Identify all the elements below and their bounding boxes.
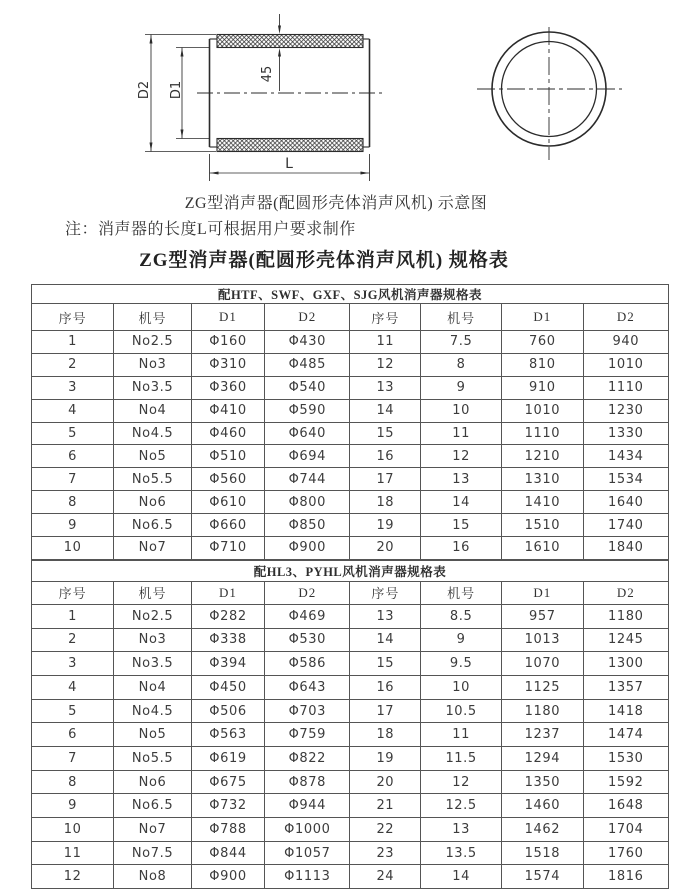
col-header: 机号 [114, 304, 192, 331]
table-cell: No2.5 [114, 331, 192, 354]
table-cell: Φ586 [265, 652, 350, 676]
table-cell: Φ900 [191, 865, 264, 889]
table-cell: 1010 [502, 399, 584, 422]
table-cell: 15 [350, 652, 421, 676]
table-cell: 14 [421, 865, 502, 889]
table-cell: 8 [32, 770, 114, 794]
table-cell: 1460 [502, 794, 584, 818]
table-cell: 1310 [502, 468, 584, 491]
table-cell: 13 [350, 376, 421, 399]
table-cell: 1210 [502, 445, 584, 468]
insulation-bottom [217, 139, 363, 152]
table-cell: 1418 [583, 699, 668, 723]
table-cell: 1640 [583, 491, 668, 514]
table-cell: Φ710 [191, 537, 264, 560]
table-header-row [32, 581, 669, 604]
spec-tables [31, 284, 669, 889]
table-row [32, 491, 669, 514]
table-cell: No5 [114, 445, 192, 468]
table-cell: 18 [350, 723, 421, 747]
table-cell: 1110 [502, 422, 584, 445]
table-cell: 1510 [502, 514, 584, 537]
table-cell: 2 [32, 353, 114, 376]
table-cell: No3 [114, 353, 192, 376]
table-row [32, 747, 669, 771]
table-cell: 9 [421, 628, 502, 652]
table-cell: 1350 [502, 770, 584, 794]
table-header-row [32, 304, 669, 331]
table-cell: 760 [502, 331, 584, 354]
table-row [32, 841, 669, 865]
table-cell: 1474 [583, 723, 668, 747]
table-cell: No8 [114, 865, 192, 889]
table-cell: 1574 [502, 865, 584, 889]
table-cell: Φ460 [191, 422, 264, 445]
col-header: D1 [502, 581, 584, 604]
table-cell: No3.5 [114, 652, 192, 676]
table-cell: Φ744 [265, 468, 350, 491]
table-cell: 13 [421, 818, 502, 842]
table-cell: 810 [502, 353, 584, 376]
dimension-45 [260, 14, 281, 91]
col-header: 机号 [421, 304, 502, 331]
table-cell: 11 [350, 331, 421, 354]
spec-table-htf [31, 284, 669, 560]
table-cell: No6 [114, 770, 192, 794]
table-cell: 17 [350, 699, 421, 723]
table-cell: No7 [114, 818, 192, 842]
table-cell: Φ759 [265, 723, 350, 747]
table-cell: No4 [114, 399, 192, 422]
table-row [32, 422, 669, 445]
table-cell: 19 [350, 514, 421, 537]
table-cell: 1330 [583, 422, 668, 445]
table-cell: 18 [350, 491, 421, 514]
table-cell: 15 [421, 514, 502, 537]
figure-note: 注：消声器的长度L可根据用户要求制作 [65, 221, 356, 238]
table-body [32, 604, 669, 888]
table-row [32, 770, 669, 794]
table-cell: Φ944 [265, 794, 350, 818]
table-cell: 14 [350, 399, 421, 422]
table-cell: 1013 [502, 628, 584, 652]
table-cell: 10 [421, 399, 502, 422]
table-subtitle: 配HTF、SWF、GXF、SJG风机消声器规格表 [32, 285, 669, 304]
label-l: L [285, 156, 293, 172]
table-cell: 10 [421, 675, 502, 699]
table-cell: 9 [32, 794, 114, 818]
table-cell: Φ703 [265, 699, 350, 723]
table-cell: Φ540 [265, 376, 350, 399]
table-cell: 12.5 [421, 794, 502, 818]
table-cell: 11 [32, 841, 114, 865]
table-cell: Φ660 [191, 514, 264, 537]
table-cell: No5 [114, 723, 192, 747]
table-cell: Φ850 [265, 514, 350, 537]
table-cell: 16 [421, 537, 502, 560]
table-cell: 5 [32, 422, 114, 445]
table-cell: 16 [350, 445, 421, 468]
table-row [32, 399, 669, 422]
table-cell: 1610 [502, 537, 584, 560]
col-header: D1 [502, 304, 584, 331]
table-cell: No3 [114, 628, 192, 652]
table-cell: 14 [421, 491, 502, 514]
label-d2: D2 [137, 80, 152, 100]
table-cell: Φ450 [191, 675, 264, 699]
table-row [32, 604, 669, 628]
col-header: D1 [191, 304, 264, 331]
table-row [32, 818, 669, 842]
table-subtitle-row [32, 560, 669, 581]
table-cell: 1704 [583, 818, 668, 842]
table-cell: 12 [350, 353, 421, 376]
table-cell: Φ900 [265, 537, 350, 560]
table-cell: No5.5 [114, 468, 192, 491]
table-cell: 11.5 [421, 747, 502, 771]
table-cell: Φ800 [265, 491, 350, 514]
table-cell: 910 [502, 376, 584, 399]
col-header: 机号 [114, 581, 192, 604]
table-cell: Φ619 [191, 747, 264, 771]
table-cell: 1534 [583, 468, 668, 491]
table-cell: 3 [32, 376, 114, 399]
table-cell: No6.5 [114, 794, 192, 818]
table-cell: 11 [421, 723, 502, 747]
table-cell: Φ506 [191, 699, 264, 723]
table-cell: 1070 [502, 652, 584, 676]
insulation-top [217, 35, 363, 48]
table-cell: 1740 [583, 514, 668, 537]
label-45: 45 [260, 65, 275, 83]
table-cell: 22 [350, 818, 421, 842]
table-cell: 1410 [502, 491, 584, 514]
table-cell: 4 [32, 675, 114, 699]
table-cell: 1 [32, 604, 114, 628]
table-cell: Φ878 [265, 770, 350, 794]
table-cell: 1245 [583, 628, 668, 652]
side-view [197, 35, 386, 152]
dimension-l [210, 154, 370, 181]
col-header: 序号 [32, 304, 114, 331]
table-cell: No7.5 [114, 841, 192, 865]
table-row [32, 699, 669, 723]
table-cell: Φ394 [191, 652, 264, 676]
table-cell: 8 [32, 491, 114, 514]
table-cell: 1180 [502, 699, 584, 723]
table-cell: Φ640 [265, 422, 350, 445]
table-cell: 19 [350, 747, 421, 771]
table-cell: 7 [32, 468, 114, 491]
table-cell: 2 [32, 628, 114, 652]
table-cell: 1230 [583, 399, 668, 422]
col-header: D2 [265, 304, 350, 331]
table-cell: 15 [350, 422, 421, 445]
table-cell: Φ732 [191, 794, 264, 818]
col-header: D2 [583, 581, 668, 604]
table-cell: Φ590 [265, 399, 350, 422]
table-cell: 13 [421, 468, 502, 491]
col-header: 序号 [350, 304, 421, 331]
col-header: D2 [265, 581, 350, 604]
table-cell: Φ310 [191, 353, 264, 376]
table-cell: 16 [350, 675, 421, 699]
page-title: ZG型消声器(配圆形壳体消声风机) 规格表 [139, 250, 509, 271]
table-cell: 23 [350, 841, 421, 865]
col-header: D1 [191, 581, 264, 604]
table-cell: 7 [32, 747, 114, 771]
table-cell: No2.5 [114, 604, 192, 628]
table-cell: 3 [32, 652, 114, 676]
table-cell: 14 [350, 628, 421, 652]
table-cell: Φ485 [265, 353, 350, 376]
table-cell: No6.5 [114, 514, 192, 537]
table-cell: Φ530 [265, 628, 350, 652]
table-cell: Φ1057 [265, 841, 350, 865]
label-d1: D1 [169, 80, 184, 100]
table-row [32, 468, 669, 491]
table-cell: Φ844 [191, 841, 264, 865]
table-cell: 21 [350, 794, 421, 818]
table-row [32, 376, 669, 399]
table-cell: 1840 [583, 537, 668, 560]
table-cell: 9 [32, 514, 114, 537]
table-cell: 10 [32, 537, 114, 560]
table-row [32, 628, 669, 652]
table-cell: 10.5 [421, 699, 502, 723]
table-cell: Φ282 [191, 604, 264, 628]
table-cell: Φ694 [265, 445, 350, 468]
table-cell: 1462 [502, 818, 584, 842]
table-cell: 1357 [583, 675, 668, 699]
table-cell: 12 [421, 445, 502, 468]
table-cell: Φ1000 [265, 818, 350, 842]
col-header: 序号 [350, 581, 421, 604]
table-cell: No3.5 [114, 376, 192, 399]
table-cell: Φ675 [191, 770, 264, 794]
table-cell: Φ430 [265, 331, 350, 354]
table-cell: 17 [350, 468, 421, 491]
table-cell: 1648 [583, 794, 668, 818]
table-cell: 1294 [502, 747, 584, 771]
table-cell: 12 [32, 865, 114, 889]
table-cell: 4 [32, 399, 114, 422]
table-row [32, 865, 669, 889]
table-cell: Φ560 [191, 468, 264, 491]
table-cell: Φ1113 [265, 865, 350, 889]
table-cell: 9.5 [421, 652, 502, 676]
table-cell: 1592 [583, 770, 668, 794]
table-body [32, 331, 669, 560]
table-cell: 6 [32, 723, 114, 747]
figure-caption: ZG型消声器(配圆形壳体消声风机) 示意图 [184, 195, 488, 212]
table-cell: 940 [583, 331, 668, 354]
table-cell: No6 [114, 491, 192, 514]
table-cell: Φ610 [191, 491, 264, 514]
table-cell: 6 [32, 445, 114, 468]
table-row [32, 723, 669, 747]
table-cell: 1010 [583, 353, 668, 376]
table-cell: 13 [350, 604, 421, 628]
table-cell: Φ643 [265, 675, 350, 699]
table-cell: Φ338 [191, 628, 264, 652]
table-cell: 1180 [583, 604, 668, 628]
table-cell: Φ510 [191, 445, 264, 468]
table-cell: 12 [421, 770, 502, 794]
table-cell: 8.5 [421, 604, 502, 628]
table-cell: Φ360 [191, 376, 264, 399]
table-row [32, 353, 669, 376]
table-cell: 9 [421, 376, 502, 399]
table-cell: Φ410 [191, 399, 264, 422]
table-cell: Φ822 [265, 747, 350, 771]
table-cell: No4.5 [114, 699, 192, 723]
table-cell: 1237 [502, 723, 584, 747]
table-cell: Φ788 [191, 818, 264, 842]
table-cell: 1518 [502, 841, 584, 865]
table-cell: 20 [350, 770, 421, 794]
table-cell: 11 [421, 422, 502, 445]
table-cell: 7.5 [421, 331, 502, 354]
table-cell: No4.5 [114, 422, 192, 445]
table-cell: 1125 [502, 675, 584, 699]
table-subtitle: 配HL3、PYHL风机消声器规格表 [32, 560, 669, 581]
front-view [477, 27, 622, 160]
table-row [32, 537, 669, 560]
table-cell: No7 [114, 537, 192, 560]
table-cell: Φ160 [191, 331, 264, 354]
table-row [32, 675, 669, 699]
table-row [32, 652, 669, 676]
table-cell: 1816 [583, 865, 668, 889]
table-cell: 20 [350, 537, 421, 560]
table-cell: 1434 [583, 445, 668, 468]
table-cell: 957 [502, 604, 584, 628]
table-cell: 1 [32, 331, 114, 354]
col-header: 机号 [421, 581, 502, 604]
table-subtitle-row [32, 285, 669, 304]
col-header: D2 [583, 304, 668, 331]
table-cell: 24 [350, 865, 421, 889]
table-cell: Φ469 [265, 604, 350, 628]
spec-table-hl3 [31, 560, 669, 889]
table-cell: 1530 [583, 747, 668, 771]
table-cell: 13.5 [421, 841, 502, 865]
table-cell: No5.5 [114, 747, 192, 771]
table-cell: 10 [32, 818, 114, 842]
table-cell: 8 [421, 353, 502, 376]
table-cell: 1300 [583, 652, 668, 676]
table-cell: 5 [32, 699, 114, 723]
table-row [32, 331, 669, 354]
table-row [32, 794, 669, 818]
table-cell: Φ563 [191, 723, 264, 747]
table-row [32, 514, 669, 537]
muffler-diagram [0, 0, 700, 192]
table-cell: 1110 [583, 376, 668, 399]
table-cell: 1760 [583, 841, 668, 865]
table-row [32, 445, 669, 468]
table-cell: No4 [114, 675, 192, 699]
col-header: 序号 [32, 581, 114, 604]
